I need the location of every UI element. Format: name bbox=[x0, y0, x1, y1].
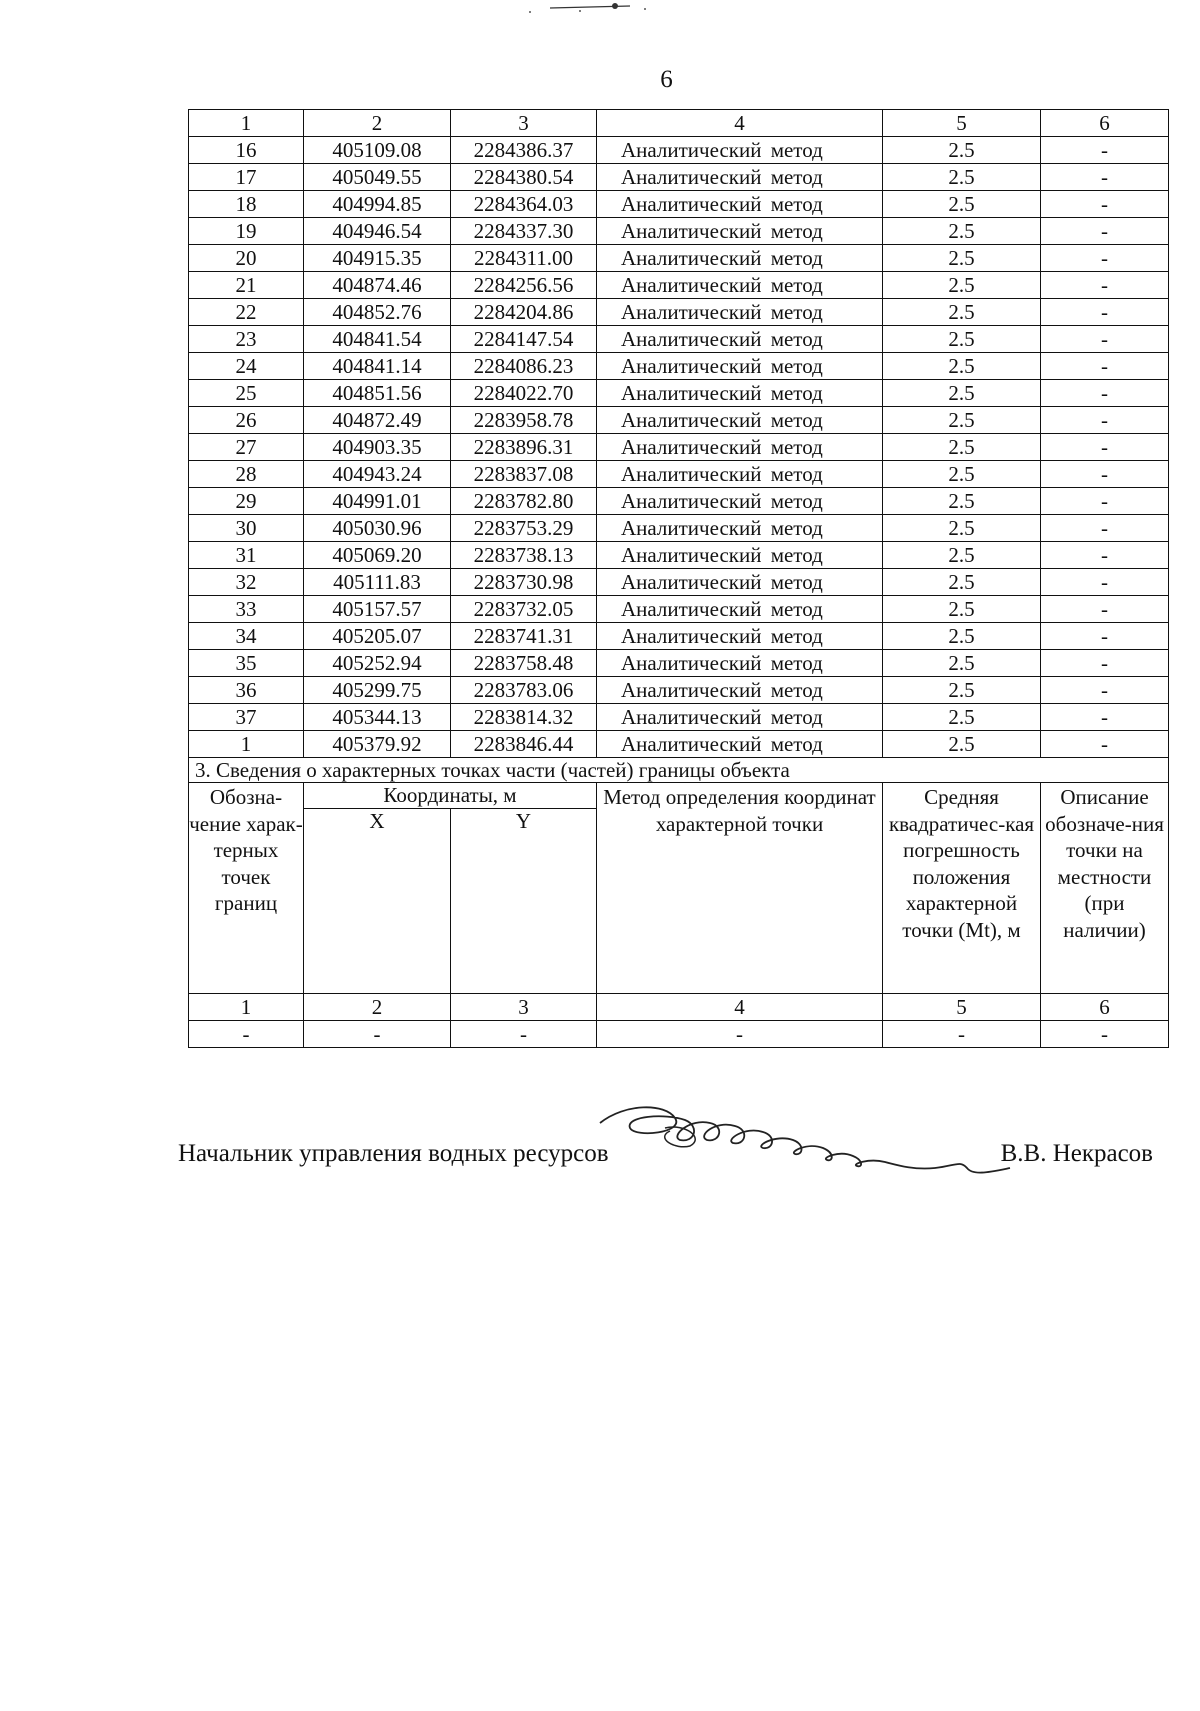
column-number: 6 bbox=[1041, 110, 1169, 137]
y-coordinate-cell: 2283753.29 bbox=[451, 515, 597, 542]
point-number-cell: 31 bbox=[189, 542, 304, 569]
accuracy-cell: 2.5 bbox=[883, 272, 1041, 299]
description-cell: - bbox=[1041, 299, 1169, 326]
y-coordinate-cell: 2283896.31 bbox=[451, 434, 597, 461]
method-cell: Аналитический метод bbox=[597, 596, 883, 623]
method-cell: Аналитический метод bbox=[597, 218, 883, 245]
accuracy-cell: 2.5 bbox=[883, 326, 1041, 353]
method-cell: Аналитический метод bbox=[597, 245, 883, 272]
accuracy-cell: 2.5 bbox=[883, 461, 1041, 488]
table-row bbox=[189, 461, 1169, 488]
method-cell: Аналитический метод bbox=[597, 677, 883, 704]
description-cell: - bbox=[1041, 677, 1169, 704]
description-cell: - bbox=[1041, 461, 1169, 488]
y-coordinate-cell: 2284364.03 bbox=[451, 191, 597, 218]
description-cell: - bbox=[1041, 407, 1169, 434]
description-cell: - bbox=[1041, 353, 1169, 380]
column-number: 2 bbox=[304, 110, 451, 137]
section-cell: - bbox=[597, 1021, 883, 1048]
point-number-cell: 34 bbox=[189, 623, 304, 650]
table-row bbox=[189, 299, 1169, 326]
point-number-cell: 33 bbox=[189, 596, 304, 623]
point-number-cell: 30 bbox=[189, 515, 304, 542]
method-cell: Аналитический метод bbox=[597, 137, 883, 164]
description-cell: - bbox=[1041, 326, 1169, 353]
table-row bbox=[189, 677, 1169, 704]
x-coordinate-cell: 405109.08 bbox=[304, 137, 451, 164]
table-row bbox=[189, 353, 1169, 380]
column-number: 1 bbox=[189, 110, 304, 137]
table-row bbox=[189, 434, 1169, 461]
page-number: 6 bbox=[660, 66, 673, 93]
section-column-number-row bbox=[189, 994, 1169, 1021]
point-number-cell: 28 bbox=[189, 461, 304, 488]
header-method: Метод определения координат характерной точки bbox=[597, 783, 883, 994]
description-cell: - bbox=[1041, 380, 1169, 407]
y-coordinate-cell: 2283782.80 bbox=[451, 488, 597, 515]
method-cell: Аналитический метод bbox=[597, 299, 883, 326]
y-coordinate-cell: 2284086.23 bbox=[451, 353, 597, 380]
point-number-cell: 18 bbox=[189, 191, 304, 218]
description-cell: - bbox=[1041, 542, 1169, 569]
point-number-cell: 27 bbox=[189, 434, 304, 461]
y-coordinate-cell: 2284380.54 bbox=[451, 164, 597, 191]
point-number-cell: 19 bbox=[189, 218, 304, 245]
x-coordinate-cell: 404872.49 bbox=[304, 407, 451, 434]
method-cell: Аналитический метод bbox=[597, 407, 883, 434]
column-number: 2 bbox=[304, 994, 451, 1021]
point-number-cell: 21 bbox=[189, 272, 304, 299]
description-cell: - bbox=[1041, 434, 1169, 461]
method-cell: Аналитический метод bbox=[597, 731, 883, 758]
accuracy-cell: 2.5 bbox=[883, 596, 1041, 623]
accuracy-cell: 2.5 bbox=[883, 677, 1041, 704]
x-coordinate-cell: 404915.35 bbox=[304, 245, 451, 272]
column-number: 1 bbox=[189, 994, 304, 1021]
x-coordinate-cell: 405299.75 bbox=[304, 677, 451, 704]
column-number: 4 bbox=[597, 110, 883, 137]
accuracy-cell: 2.5 bbox=[883, 380, 1041, 407]
x-coordinate-cell: 405379.92 bbox=[304, 731, 451, 758]
table-row bbox=[189, 704, 1169, 731]
accuracy-cell: 2.5 bbox=[883, 542, 1041, 569]
method-cell: Аналитический метод bbox=[597, 488, 883, 515]
description-cell: - bbox=[1041, 596, 1169, 623]
table-row bbox=[189, 326, 1169, 353]
x-coordinate-cell: 405252.94 bbox=[304, 650, 451, 677]
description-cell: - bbox=[1041, 191, 1169, 218]
x-coordinate-cell: 405111.83 bbox=[304, 569, 451, 596]
y-coordinate-cell: 2283783.06 bbox=[451, 677, 597, 704]
header-y: Y bbox=[451, 809, 597, 994]
table-row bbox=[189, 596, 1169, 623]
table-row bbox=[189, 191, 1169, 218]
method-cell: Аналитический метод bbox=[597, 434, 883, 461]
y-coordinate-cell: 2283958.78 bbox=[451, 407, 597, 434]
signer-name: В.В. Некрасов bbox=[1000, 1140, 1153, 1167]
method-cell: Аналитический метод bbox=[597, 542, 883, 569]
description-cell: - bbox=[1041, 488, 1169, 515]
point-number-cell: 20 bbox=[189, 245, 304, 272]
x-coordinate-cell: 405344.13 bbox=[304, 704, 451, 731]
header-x: X bbox=[304, 809, 451, 994]
header-error: Средняя квадратичес-кая погрешность положения характерной точки (Mt), м bbox=[883, 783, 1041, 994]
x-coordinate-cell: 405069.20 bbox=[304, 542, 451, 569]
header-designation: Обозна-чение харак-терных точек границ bbox=[189, 783, 304, 994]
boundary-points-table bbox=[188, 109, 1169, 1048]
method-cell: Аналитический метод bbox=[597, 461, 883, 488]
accuracy-cell: 2.5 bbox=[883, 137, 1041, 164]
scan-artifact-mark bbox=[520, 0, 720, 14]
x-coordinate-cell: 405157.57 bbox=[304, 596, 451, 623]
description-cell: - bbox=[1041, 623, 1169, 650]
table-row bbox=[189, 272, 1169, 299]
description-cell: - bbox=[1041, 650, 1169, 677]
table-row bbox=[189, 164, 1169, 191]
y-coordinate-cell: 2284147.54 bbox=[451, 326, 597, 353]
y-coordinate-cell: 2284386.37 bbox=[451, 137, 597, 164]
point-number-cell: 25 bbox=[189, 380, 304, 407]
accuracy-cell: 2.5 bbox=[883, 245, 1041, 272]
table-row bbox=[189, 1021, 1169, 1048]
y-coordinate-cell: 2283741.31 bbox=[451, 623, 597, 650]
x-coordinate-cell: 404852.76 bbox=[304, 299, 451, 326]
description-cell: - bbox=[1041, 245, 1169, 272]
header-description: Описание обозначе-ния точки на местности (при наличии) bbox=[1041, 783, 1169, 994]
description-cell: - bbox=[1041, 731, 1169, 758]
y-coordinate-cell: 2283732.05 bbox=[451, 596, 597, 623]
column-number: 6 bbox=[1041, 994, 1169, 1021]
x-coordinate-cell: 404841.54 bbox=[304, 326, 451, 353]
method-cell: Аналитический метод bbox=[597, 326, 883, 353]
point-number-cell: 1 bbox=[189, 731, 304, 758]
x-coordinate-cell: 405205.07 bbox=[304, 623, 451, 650]
method-cell: Аналитический метод bbox=[597, 515, 883, 542]
point-number-cell: 26 bbox=[189, 407, 304, 434]
section-cell: - bbox=[883, 1021, 1041, 1048]
point-number-cell: 24 bbox=[189, 353, 304, 380]
header-coordinates: Координаты, м bbox=[304, 783, 597, 809]
method-cell: Аналитический метод bbox=[597, 569, 883, 596]
description-cell: - bbox=[1041, 137, 1169, 164]
point-number-cell: 29 bbox=[189, 488, 304, 515]
y-coordinate-cell: 2284256.56 bbox=[451, 272, 597, 299]
x-coordinate-cell: 404994.85 bbox=[304, 191, 451, 218]
section-header-row bbox=[189, 783, 1169, 809]
y-coordinate-cell: 2284204.86 bbox=[451, 299, 597, 326]
section-title: 3. Сведения о характерных точках части (частей) границы объекта bbox=[189, 758, 1169, 783]
method-cell: Аналитический метод bbox=[597, 191, 883, 218]
column-number: 3 bbox=[451, 110, 597, 137]
x-coordinate-cell: 404946.54 bbox=[304, 218, 451, 245]
accuracy-cell: 2.5 bbox=[883, 164, 1041, 191]
section-cell: - bbox=[304, 1021, 451, 1048]
method-cell: Аналитический метод bbox=[597, 650, 883, 677]
table-row bbox=[189, 623, 1169, 650]
x-coordinate-cell: 404851.56 bbox=[304, 380, 451, 407]
table-row bbox=[189, 407, 1169, 434]
description-cell: - bbox=[1041, 515, 1169, 542]
section-cell: - bbox=[189, 1021, 304, 1048]
table-row bbox=[189, 488, 1169, 515]
table-row bbox=[189, 218, 1169, 245]
method-cell: Аналитический метод bbox=[597, 353, 883, 380]
column-number: 3 bbox=[451, 994, 597, 1021]
point-number-cell: 36 bbox=[189, 677, 304, 704]
point-number-cell: 32 bbox=[189, 569, 304, 596]
table-row bbox=[189, 569, 1169, 596]
accuracy-cell: 2.5 bbox=[883, 650, 1041, 677]
x-coordinate-cell: 404991.01 bbox=[304, 488, 451, 515]
accuracy-cell: 2.5 bbox=[883, 569, 1041, 596]
method-cell: Аналитический метод bbox=[597, 164, 883, 191]
accuracy-cell: 2.5 bbox=[883, 434, 1041, 461]
point-number-cell: 37 bbox=[189, 704, 304, 731]
accuracy-cell: 2.5 bbox=[883, 299, 1041, 326]
y-coordinate-cell: 2283814.32 bbox=[451, 704, 597, 731]
x-coordinate-cell: 404903.35 bbox=[304, 434, 451, 461]
y-coordinate-cell: 2284022.70 bbox=[451, 380, 597, 407]
method-cell: Аналитический метод bbox=[597, 380, 883, 407]
accuracy-cell: 2.5 bbox=[883, 488, 1041, 515]
description-cell: - bbox=[1041, 704, 1169, 731]
accuracy-cell: 2.5 bbox=[883, 704, 1041, 731]
table-row bbox=[189, 380, 1169, 407]
accuracy-cell: 2.5 bbox=[883, 515, 1041, 542]
section-cell: - bbox=[451, 1021, 597, 1048]
y-coordinate-cell: 2283738.13 bbox=[451, 542, 597, 569]
method-cell: Аналитический метод bbox=[597, 704, 883, 731]
y-coordinate-cell: 2284337.30 bbox=[451, 218, 597, 245]
point-number-cell: 17 bbox=[189, 164, 304, 191]
x-coordinate-cell: 404874.46 bbox=[304, 272, 451, 299]
table-row bbox=[189, 245, 1169, 272]
point-number-cell: 23 bbox=[189, 326, 304, 353]
description-cell: - bbox=[1041, 272, 1169, 299]
table-row bbox=[189, 650, 1169, 677]
y-coordinate-cell: 2283730.98 bbox=[451, 569, 597, 596]
accuracy-cell: 2.5 bbox=[883, 218, 1041, 245]
x-coordinate-cell: 404841.14 bbox=[304, 353, 451, 380]
y-coordinate-cell: 2283846.44 bbox=[451, 731, 597, 758]
accuracy-cell: 2.5 bbox=[883, 191, 1041, 218]
x-coordinate-cell: 405049.55 bbox=[304, 164, 451, 191]
table-row bbox=[189, 137, 1169, 164]
x-coordinate-cell: 405030.96 bbox=[304, 515, 451, 542]
column-number: 5 bbox=[883, 994, 1041, 1021]
table-row bbox=[189, 731, 1169, 758]
accuracy-cell: 2.5 bbox=[883, 623, 1041, 650]
description-cell: - bbox=[1041, 218, 1169, 245]
table-row bbox=[189, 542, 1169, 569]
column-number-row bbox=[189, 110, 1169, 137]
description-cell: - bbox=[1041, 164, 1169, 191]
accuracy-cell: 2.5 bbox=[883, 407, 1041, 434]
handwritten-signature bbox=[595, 1098, 1015, 1178]
x-coordinate-cell: 404943.24 bbox=[304, 461, 451, 488]
column-number: 5 bbox=[883, 110, 1041, 137]
y-coordinate-cell: 2284311.00 bbox=[451, 245, 597, 272]
y-coordinate-cell: 2283758.48 bbox=[451, 650, 597, 677]
point-number-cell: 22 bbox=[189, 299, 304, 326]
method-cell: Аналитический метод bbox=[597, 623, 883, 650]
point-number-cell: 16 bbox=[189, 137, 304, 164]
accuracy-cell: 2.5 bbox=[883, 353, 1041, 380]
section-cell: - bbox=[1041, 1021, 1169, 1048]
accuracy-cell: 2.5 bbox=[883, 731, 1041, 758]
method-cell: Аналитический метод bbox=[597, 272, 883, 299]
position-title: Начальник управления водных ресурсов bbox=[178, 1140, 609, 1167]
y-coordinate-cell: 2283837.08 bbox=[451, 461, 597, 488]
section-title-row bbox=[189, 758, 1169, 783]
table-row bbox=[189, 515, 1169, 542]
column-number: 4 bbox=[597, 994, 883, 1021]
description-cell: - bbox=[1041, 569, 1169, 596]
point-number-cell: 35 bbox=[189, 650, 304, 677]
